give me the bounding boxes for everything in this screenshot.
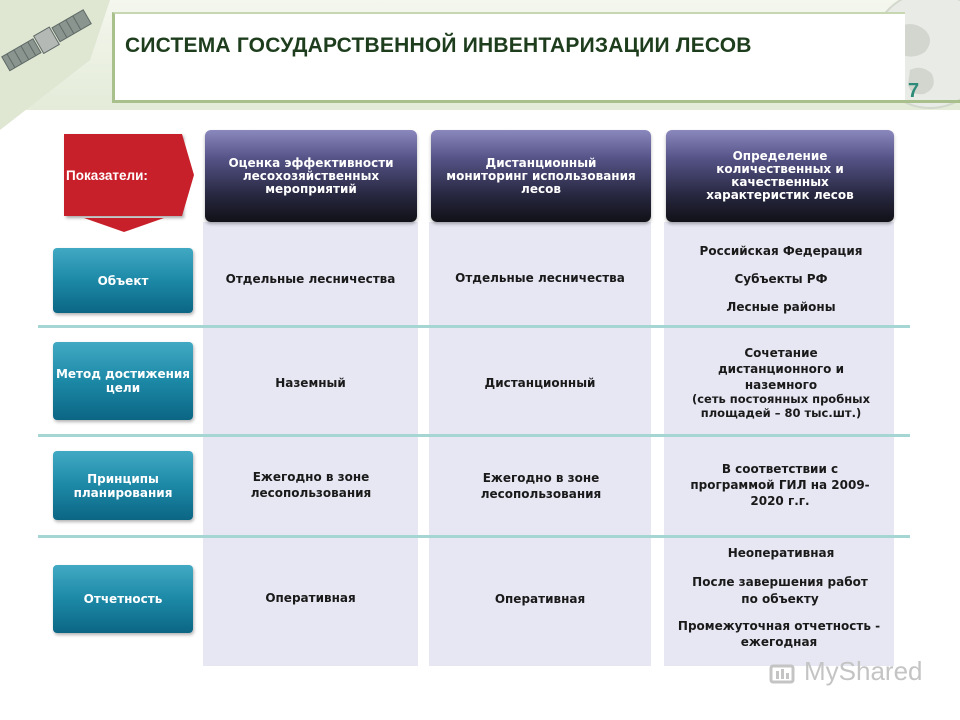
table-cell: Неоперативная bbox=[727, 546, 835, 560]
watermark-icon bbox=[768, 658, 798, 688]
column-header: Оценка эффективности лесохозяйственных мероприятий bbox=[205, 130, 417, 222]
row-label-reporting: Отчетность bbox=[53, 565, 193, 633]
table-cell: Российская Федерация bbox=[699, 244, 863, 258]
table-cell: Дистанционный bbox=[484, 376, 596, 390]
indicators-label: Показатели: bbox=[66, 168, 148, 183]
row-label-object: Объект bbox=[53, 248, 193, 313]
table-cell: В соответствии с программой ГИЛ на 2009-2020 г.г. bbox=[690, 462, 870, 508]
table-cell: Отдельные лесничества bbox=[225, 272, 396, 286]
table-cell: Лесные районы bbox=[726, 300, 836, 314]
table-cell: (сеть постоянных пробных площадей – 80 тыс.шт.) bbox=[691, 392, 870, 420]
table-cell: Сочетание дистанционного и наземного bbox=[717, 346, 845, 392]
column-header: Дистанционный мониторинг использования лесов bbox=[431, 130, 651, 222]
watermark: MyShared bbox=[804, 656, 923, 686]
table-cell: Ежегодно в зоне лесопользования bbox=[250, 470, 372, 500]
page-title: СИСТЕМА ГОСУДАРСТВЕННОЙ ИНВЕНТАРИЗАЦИИ ЛЕСОВ bbox=[125, 34, 752, 57]
slide-number: 7 bbox=[908, 80, 920, 102]
row-divider bbox=[38, 325, 910, 328]
satellite-illustration bbox=[0, 0, 110, 130]
table-cell: Оперативная bbox=[265, 591, 356, 605]
header-divider bbox=[112, 100, 960, 103]
indicators-arrow-down bbox=[84, 218, 164, 232]
row-divider bbox=[38, 535, 910, 538]
table-cell: После завершения работ по объекту bbox=[692, 575, 868, 606]
indicators-arrow-right bbox=[182, 134, 194, 216]
row-label-method: Метод достижения цели bbox=[53, 342, 193, 420]
row-divider bbox=[38, 434, 910, 437]
table-cell: Ежегодно в зоне лесопользования bbox=[480, 471, 602, 501]
table-cell: Наземный bbox=[275, 376, 346, 390]
table-cell: Отдельные лесничества bbox=[455, 271, 625, 285]
column-header: Определение количественных и качественных характеристик лесов bbox=[666, 130, 894, 222]
row-label-planning: Принципы планирования bbox=[53, 451, 193, 520]
table-cell: Промежуточная отчетность - ежегодная bbox=[677, 619, 881, 649]
table-cell: Оперативная bbox=[494, 592, 586, 606]
table-cell: Субъекты РФ bbox=[734, 272, 828, 286]
